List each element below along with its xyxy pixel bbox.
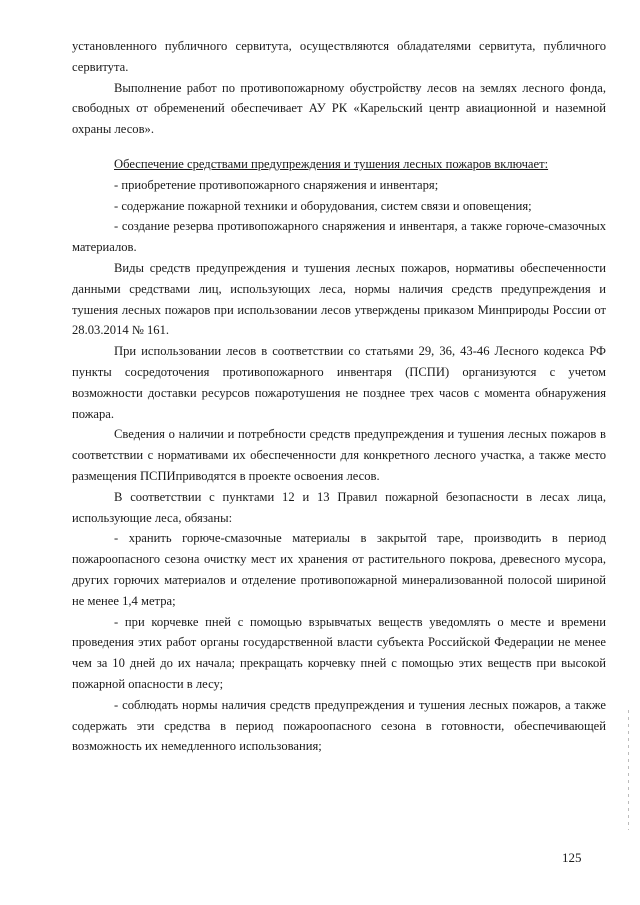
list-item: - создание резерва противопожарного снаряжения и инвентаря, а также горюче-смазочных материалов. <box>72 219 606 255</box>
paragraph-servitude-continuation: установленного публичного сервитута, осуществляются обладателями сервитута, публичного сервитута. <box>72 39 606 74</box>
section-heading-text: Обеспечение средствами предупреждения и тушения лесных пожаров включает: <box>114 156 549 171</box>
list-item: - приобретение противопожарного снаряжения и инвентаря; <box>114 177 439 192</box>
paragraph-norms: Виды средств предупреждения и тушения лесных пожаров, нормативы обеспеченности данными средствами лиц, использующих леса, нормы наличия средств предупреждения и тушения лесных пожаров при использовании лесов утверждены приказом Минприроды России от 28.03.2014 № 161. <box>72 260 606 338</box>
document-body <box>72 36 606 757</box>
paragraph-obligations-intro: В соответствии с пунктами 12 и 13 Правил пожарной безопасности в лесах лица, использующие леса, обязаны: <box>72 489 606 525</box>
list-item: - содержание пожарной техники и оборудования, систем связи и оповещения; <box>114 198 532 213</box>
paragraph-information: Сведения о наличии и потребности средств предупреждения и тушения лесных пожаров в соответствии с нормативами их обеспеченности для конкретного лесного участка, а также место размещения ПСПИприводятся в проекте освоения лесов. <box>72 427 606 483</box>
list-item: - при корчевке пней с помощью взрывчатых веществ уведомлять о месте и времени проведения этих работ органы государственной власти субъекта Российской Федерации не менее чем за 10 дней до их начала; прекращать корчевку пней с помощью этих веществ при высокой пожарной опасности в лесу; <box>72 614 606 691</box>
paragraph-fire-works: Выполнение работ по противопожарному обустройству лесов на землях лесного фонда, свободных от обременений обеспечивает АУ РК «Карельский центр авиационной и наземной охраны лесов». <box>72 80 606 137</box>
page-number: 125 <box>562 850 582 865</box>
section-heading <box>72 154 606 175</box>
scan-edge-mark <box>628 710 629 830</box>
paragraph-pspi: При использовании лесов в соответствии со статьями 29, 36, 43-46 Лесного кодекса РФ пункты сосредоточения противопожарного инвентаря (ПСПИ) организуются с учетом возможности доставки ресурсов пожаротушения не позднее трех часов с момента обнаружения пожара. <box>72 344 606 421</box>
list-item: - соблюдать нормы наличия средств предупреждения и тушения лесных пожаров, а также содержать эти средства в период пожароопасного сезона в готовности, обеспечивающей возможность их немедленного использования; <box>72 697 606 754</box>
list-item: - хранить горюче-смазочные материалы в закрытой таре, производить в период пожароопасного сезона очистку мест их хранения от растительного покрова, древесного мусора, других горючих материалов и отделение противопожарной минерализованной полосой шириной не менее 1,4 метра; <box>72 531 606 608</box>
